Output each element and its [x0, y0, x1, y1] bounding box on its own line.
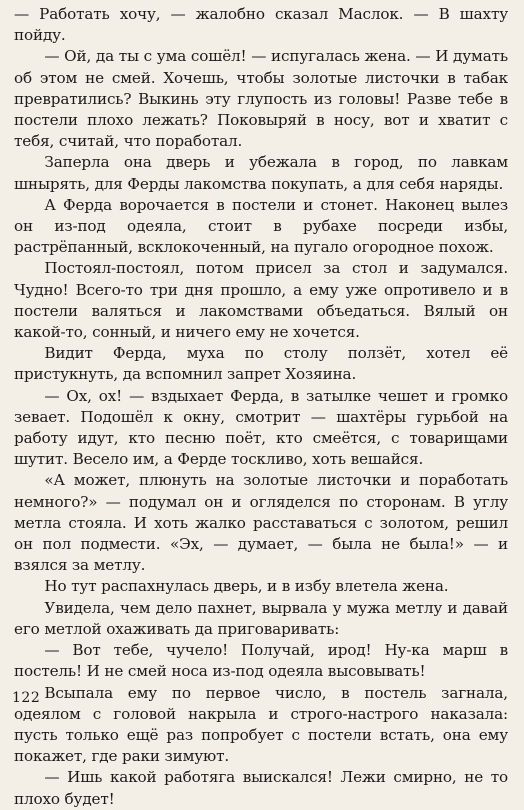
paragraph-11: — Вот тебе, чучело! Получай, ирод! Ну-ка марш в постель! И не смей носа из-под одеяла высовывать! — [14, 641, 508, 681]
paragraph-4: А Ферда ворочается в постели и стонет. Наконец вылез он из-под одеяла, стоит в рубахе посреди избы, растрёпанный, всклокоченный, на пугало огородное похож. — [14, 195, 508, 257]
paragraph-7: — Ох, ох! — вздыхает Ферда, в затылке чешет и громко зевает. Подошёл к окну, смотрит — шахтёры гурьбой на работу идут, кто песню поёт, кто смеётся, с товарищами шутит. Весело им, а Ферде тоскливо, хоть вешайся. — [14, 386, 508, 469]
paragraph-8: «А может, плюнуть на золотые листочки и поработать немного?» — подумал он и огляделся по сторонам. В углу метла стояла. И хоть жалко расставаться с золотом, решил он пол подмести. «Эх, — думает, — была не была!» — и взялся за метлу. — [14, 471, 508, 575]
paragraph-2: — Ой, да ты с ума сошёл! — испугалась жена. — И думать об этом не смей. Хочешь, чтобы золотые листочки в табак превратились? Выкинь эту глупость из головы! Разве тебе в постели плохо лежать? Поковыряй в носу, вот и хватит с тебя, считай, что поработал. — [14, 47, 508, 151]
page-number: 122 — [12, 690, 41, 706]
paragraph-5: Постоял-постоял, потом присел за стол и задумался. Чудно! Всего-то три дня прошло, а ему уже опротивело и в постели валяться и лакомствами объедаться. Вялый он какой-то, сонный, и ничего ему не хочется. — [14, 259, 508, 342]
paragraph-12: Всыпала ему по первое число, в постель загнала, одеялом с головой накрыла и строго-настрого наказала: пусть только ещё раз попробует с постели встать, она ему покажет, где раки зимуют. — [14, 683, 508, 766]
page-text — [14, 4, 508, 810]
paragraph-10: Увидела, чем дело пахнет, вырвала у мужа метлу и давай его метлой охаживать да приговаривать: — [14, 598, 508, 638]
paragraph-13: — Ишь какой работяга выискался! Лежи смирно, не то плохо будет! — [14, 768, 508, 808]
paragraph-1: — Работать хочу, — жалобно сказал Маслок. — В шахту пойду. — [14, 5, 508, 45]
paragraph-3: Заперла она дверь и убежала в город, по лавкам шнырять, для Ферды лакомства покупать, а для себя наряды. — [14, 153, 508, 193]
paragraph-6: Видит Ферда, муха по столу ползёт, хотел её пристукнуть, да вспомнил запрет Хозяина. — [14, 344, 508, 384]
paragraph-9: Но тут распахнулась дверь, и в избу влетела жена. — [44, 577, 449, 596]
